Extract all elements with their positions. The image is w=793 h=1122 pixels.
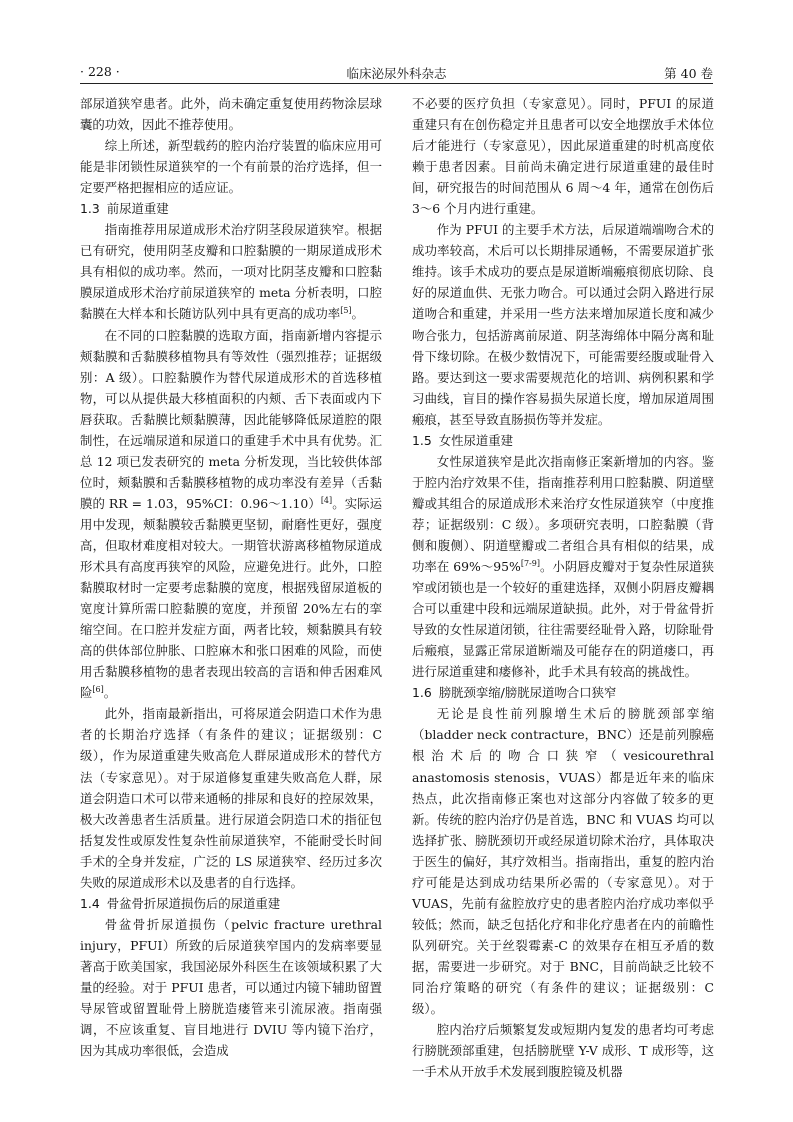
paragraph: 不必要的医疗负担（专家意见）。同时，PFUI 的尿道重建只有在创伤稳定并且患者可以安全地摆放手术体位后才能进行（专家意见），因此尿道重建的时机高度依赖于患者因素。目前尚未确定进行尿道重建的最佳时间，研究报告的时间范围从 6 周～4 年，通常在创伤后 3～6 个月内进行重建。: [412, 96, 714, 217]
section-number: 1.6: [412, 685, 432, 701]
volume-label: 第 40 卷: [664, 66, 713, 81]
section-title: 女性尿道重建: [438, 432, 514, 448]
citation: [7-9]: [520, 558, 540, 568]
section-title: 骨盆骨折尿道损伤后的尿道重建: [106, 895, 281, 911]
section-heading: [412, 682, 714, 703]
paragraph-text: 指南推荐用尿道成形术治疗阴茎段尿道狭窄。根据已有研究，使用阴茎皮瓣和口腔黏膜的一期尿道成形术具有相似的成功率。然而，一项对比阴茎皮瓣和口腔黏膜尿道成形术治疗前尿道狭窄的 meta 分析表明，口腔黏膜在大样本和长随访队列中具有更高的成功率: [80, 222, 382, 322]
paragraph: [80, 219, 382, 324]
section-heading: [412, 430, 714, 451]
section-title: 前尿道重建: [106, 201, 169, 217]
paragraph: 此外，指南最新指出，可将尿道会阴造口术作为患者的长期治疗选择（有条件的建议；证据级别：C 级），作为尿道重建失败高危人群尿道成形术的替代方法（专家意见）。对于尿道修复重建失败高危人群，尿道会阴造口术可以带来通畅的排尿和良好的控尿效果，极大改善患者生活质量。进行尿道会阴造口术的指征包括复发性或原发性复杂性前尿道狭窄，不能耐受长时间手术的全身并发症，广泛的 LS 尿道狭窄、经历过多次失败的尿道成形术以及患者的自行选择。: [80, 706, 382, 890]
paragraph-text: 女性尿道狭窄是此次指南修正案新增加的内容。鉴于腔内治疗效果不佳，指南推荐利用口腔黏膜、阴道壁瓣或其组合的尿道成形术来治疗女性尿道狭窄（中度推荐；证据级别：C 级）。多项研究表明，口腔黏膜（背侧和腹侧）、阴道壁瓣或二者组合具有相似的结果，成功率在 69%～95%: [412, 453, 714, 575]
paragraph: 无论是良性前列腺增生术后的膀胱颈部挛缩（bladder neck contracture，BNC）还是前列腺癌根治术后的吻合口狭窄（vesicourethral anastomosis stenosis，VUAS）都是近年来的临床热点，此次指南修正案也对这部分内容做了较多的更新。传统的腔内治疗仍是首选，BNC 和 VUAS 均可以选择扩张、膀胱颈切开或经尿道切除术治疗，具体取决于医生的偏好，其疗效相当。指南指出，重复的腔内治疗可能是达到成功结果所必需的（专家意见）。对于 VUAS，先前有盆腔放疗史的患者腔内治疗成功率似乎较低；然而，缺乏包括化疗和非化疗患者在内的前瞻性队列研究。关于丝裂霉素-C 的效果存在相互矛盾的数据，需要进一步研究。对于 BNC，目前尚缺乏比较不同治疗策略的研究（有条件的建议；证据级别：C 级）。: [412, 706, 714, 1017]
page-header: [80, 60, 713, 82]
paragraph-text: 。: [351, 306, 364, 322]
left-column: [80, 93, 382, 1061]
section-number: 1.4: [80, 895, 100, 911]
section-heading: [80, 198, 382, 219]
paragraph-text: 。小阴唇皮瓣对于复杂性尿道狭窄或闭锁也是一个较好的重建选择，双侧小阴唇皮瓣耦合可以重建中段和远端尿道缺损。此外，对于骨盆骨折导致的女性尿道闭锁，往往需要经耻骨入路，切除耻骨后瘢痕，显露正常尿道断端及可能存在的阴道瘘口，再进行尿道重建和瘘修补，此手术具有较高的挑战性。: [412, 559, 714, 680]
right-column: [412, 93, 714, 1082]
paragraph: 综上所述，新型载药的腔内治疗装置的临床应用可能是非闭锁性尿道狭窄的一个有前景的治疗选择，但一定要严格把握相应的适应证。: [80, 138, 382, 196]
paragraph: 腔内治疗后频繁复发或短期内复发的患者均可考虑行膀胱颈部重建，包括膀胱壁 Y-V 成形、T 成形等，这一手术从开放手术发展到腹腔镜及机器: [412, 1022, 714, 1080]
citation: [6]: [92, 685, 104, 695]
section-number: 1.3: [80, 201, 100, 217]
citation: [4]: [320, 495, 333, 505]
paragraph: 骨盆骨折尿道损伤（pelvic fracture urethral injury，PFUI）所致的后尿道狭窄国内的发病率要显著高于欧美国家，我国泌尿外科医生在该领域积累了大量的经验。对于 PFUI 患者，可以通过内镜下辅助留置导尿管或留置耻骨上膀胱造瘘管来引流尿液。指南强调，不应该重复、盲目地进行 DVIU 等内镜下治疗，因为其成功率很低，会造成: [80, 916, 382, 1059]
citation: [5]: [340, 306, 352, 316]
paragraph-text: 在不同的口腔黏膜的选取方面，指南新增内容提示颊黏膜和舌黏膜移植物具有等效性（强烈推荐；证据级别：A 级）。口腔黏膜作为替代尿道成形术的首选移植物，可以从提供最大移植面积的内颊、舌下表面或内下唇获取。舌黏膜比颊黏膜薄，因此能够降低尿道腔的限制性，在远端尿道和尿道口的重建手术中具有优势。汇总 12 项已发表研究的 meta 分析发现，当比较供体部位时，颊黏膜和舌黏膜移植物的成功率没有差异（舌黏膜的 RR = 1.03，95%CI：0.96～1.10）: [80, 327, 382, 511]
paragraph: [80, 325, 382, 704]
journal-title: 临床泌尿外科杂志: [346, 66, 447, 81]
section-number: 1.5: [412, 432, 432, 448]
paragraph-text: 。: [103, 685, 117, 701]
paragraph: 部尿道狭窄患者。此外，尚未确定重复使用药物涂层球囊的功效，因此不推荐使用。: [80, 96, 382, 133]
page-number: · 228 ·: [80, 64, 120, 79]
paragraph: [412, 451, 714, 683]
paragraph-text: 。实际运用中发现，颊黏膜较舌黏膜更坚韧，耐磨性更好，强度高，但取材难度相对较大。一期管状游离移植物尿道成形术具有高度再狭窄的风险，应避免进行。此外，口腔黏膜取材时一定要考虑黏膜的宽度，根据残留尿道板的宽度计算所需口腔黏膜的宽度，并预留 20%左右的挛缩空间。在口腔并发症方面，两者比较，颊黏膜具有较高的供体部位肿胀、口腔麻木和张口困难的风险，而使用舌黏膜移植物的患者表现出较高的言语和伸舌困难风险: [80, 495, 383, 701]
header-rule: [80, 83, 713, 84]
section-heading: [80, 893, 382, 914]
paragraph: 作为 PFUI 的主要手术方法，后尿道端端吻合术的成功率较高，术后可以长期排尿通畅，不需要尿道扩张维持。该手术成功的要点是尿道断端瘢痕彻底切除、良好的尿道血供、无张力吻合。可以通过会阴入路进行尿道吻合和重建，并采用一些方法来增加尿道长度和减少吻合张力，包括游离前尿道、阴茎海绵体中隔分离和耻骨下缘切除。在极少数情况下，可能需要经腹或耻骨入路。要达到这一要求需要规范化的培训、病例积累和学习曲线，盲目的操作容易损失尿道长度，增加尿道周围瘢痕，甚至导致直肠损伤等并发症。: [412, 222, 714, 427]
section-title: 膀胱颈挛缩/膀胱尿道吻合口狭窄: [438, 685, 617, 701]
